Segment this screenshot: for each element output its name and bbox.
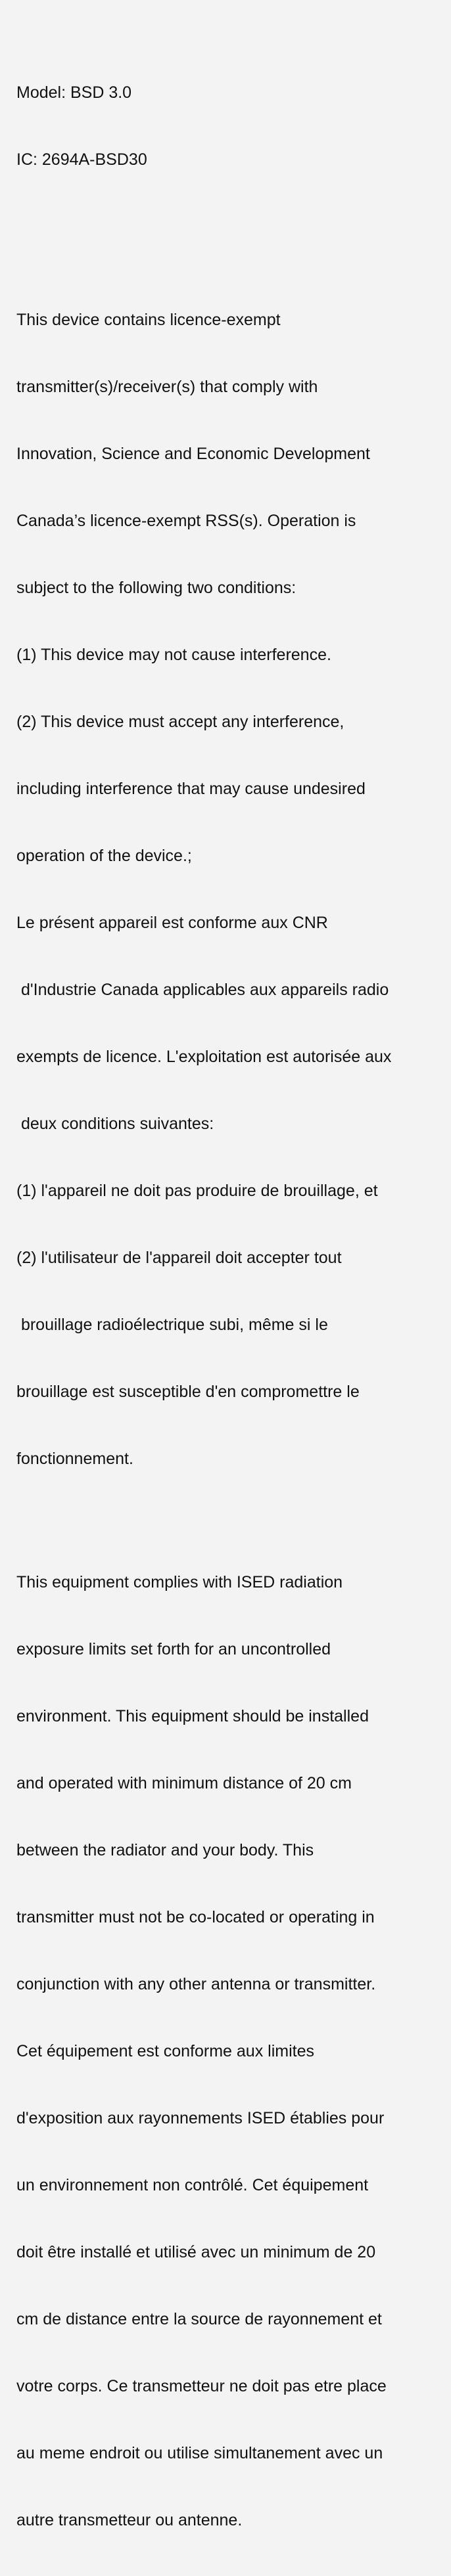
notice-line: cm de distance entre la source de rayonnement et — [16, 2310, 382, 2328]
notice-line: Canada’s licence-exempt RSS(s). Operation is — [16, 512, 356, 530]
notice-line: d'Industrie Canada applicables aux appareils radio — [16, 981, 389, 999]
notice-line: (1) l'appareil ne doit pas produire de brouillage, et — [16, 1182, 378, 1200]
notice-line: between the radiator and your body. This — [16, 1841, 314, 1859]
notice-line: transmitter must not be co-located or operating in — [16, 1908, 375, 1926]
notice-line: au meme endroit ou utilise simultanement avec un — [16, 2444, 383, 2462]
notice-line: (1) This device may not cause interference. — [16, 646, 331, 664]
notice-line: transmitter(s)/receiver(s) that comply with — [16, 378, 318, 396]
notice-line: environment. This equipment should be installed — [16, 1707, 369, 1725]
notice-line: (2) This device must accept any interference, — [16, 713, 344, 731]
notice-line: votre corps. Ce transmetteur ne doit pas etre place — [16, 2377, 387, 2395]
ic-compliance-notice — [16, 264, 443, 1515]
notice-line: doit être installé et utilisé avec un minimum de 20 — [16, 2243, 376, 2261]
rf-exposure-notice — [16, 1526, 443, 2576]
notice-line: autre transmetteur ou antenne. — [16, 2511, 243, 2529]
notice-line: d'exposition aux rayonnements ISED établies pour — [16, 2109, 385, 2127]
model-number: Model: BSD 3.0 — [16, 83, 132, 102]
notice-line: brouillage est susceptible d'en compromettre le — [16, 1383, 360, 1401]
notice-line: operation of the device.; — [16, 847, 192, 865]
notice-line: un environnement non contrôlé. Cet équipement — [16, 2176, 369, 2194]
notice-line: subject to the following two conditions: — [16, 579, 297, 597]
notice-line: This equipment complies with ISED radiation — [16, 1573, 343, 1591]
notice-line: Innovation, Science and Economic Development — [16, 445, 370, 463]
notice-line: Le présent appareil est conforme aux CNR — [16, 914, 328, 932]
notice-line: deux conditions suivantes: — [16, 1115, 214, 1133]
notice-line: Cet équipement est conforme aux limites — [16, 2042, 314, 2060]
notice-line: including interference that may cause undesired — [16, 780, 366, 798]
model-info — [16, 37, 443, 215]
notice-line: conjunction with any other antenna or transmitter. — [16, 1975, 376, 1993]
notice-line: (2) l'utilisateur de l'appareil doit accepter tout — [16, 1249, 342, 1267]
notice-line: brouillage radioélectrique subi, même si le — [16, 1316, 328, 1334]
notice-line: This device contains licence-exempt — [16, 311, 281, 329]
ic-number: IC: 2694A-BSD30 — [16, 150, 147, 169]
notice-line: exempts de licence. L'exploitation est autorisée aux — [16, 1048, 392, 1066]
notice-line: exposure limits set forth for an uncontrolled — [16, 1640, 331, 1658]
notice-line: fonctionnement. — [16, 1450, 133, 1468]
notice-line: and operated with minimum distance of 20 cm — [16, 1774, 352, 1792]
